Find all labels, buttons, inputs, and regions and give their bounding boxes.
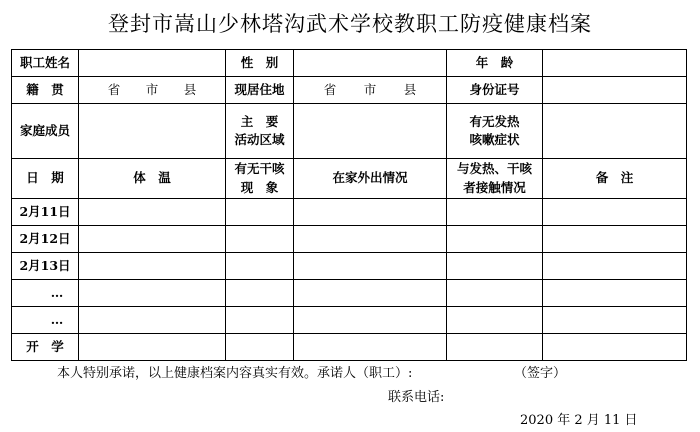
residence-label: 现居住地 <box>226 77 294 104</box>
province-text: 省 <box>107 81 121 97</box>
activity-area-label: 主 要 活动区域 <box>226 104 294 159</box>
remarks-cell[interactable] <box>543 253 687 280</box>
residence-county-text: 县 <box>403 81 417 97</box>
table-row <box>12 280 687 307</box>
temperature-cell[interactable] <box>79 307 226 334</box>
staff-name-field[interactable] <box>79 50 226 77</box>
staff-name-label: 职工姓名 <box>12 50 79 77</box>
native-place-label: 籍 贯 <box>12 77 79 104</box>
table-row <box>12 307 687 334</box>
outings-cell[interactable] <box>294 253 447 280</box>
temperature-cell[interactable] <box>79 334 226 361</box>
city-text: 市 <box>145 81 159 97</box>
col-date-header: 日 期 <box>12 159 79 199</box>
dry-cough-cell[interactable] <box>226 334 294 361</box>
col-outings-header: 在家外出情况 <box>294 159 447 199</box>
pledge-text: 本人特别承诺，以上健康档案内容真实有效。承诺人（职工）: <box>57 366 413 381</box>
residence-field[interactable] <box>294 77 447 104</box>
outings-cell[interactable] <box>294 280 447 307</box>
gender-label: 性 别 <box>226 50 294 77</box>
temperature-cell[interactable] <box>79 253 226 280</box>
fever-cough-field[interactable] <box>543 104 687 159</box>
temperature-cell[interactable] <box>79 280 226 307</box>
native-place-field[interactable] <box>79 77 226 104</box>
county-text: 县 <box>183 81 197 97</box>
outings-cell[interactable] <box>294 307 447 334</box>
fever-cough-label: 有无发热 咳嗽症状 <box>447 104 543 159</box>
page-title: 登封市嵩山少林塔沟武术学校教职工防疫健康档案 <box>108 12 592 36</box>
temperature-cell[interactable] <box>79 199 226 226</box>
row-date: 2月11日 <box>12 199 79 226</box>
dry-cough-cell[interactable] <box>226 199 294 226</box>
remarks-cell[interactable] <box>543 334 687 361</box>
col-remarks-header: 备 注 <box>543 159 687 199</box>
outings-cell[interactable] <box>294 226 447 253</box>
outings-cell[interactable] <box>294 199 447 226</box>
id-number-field[interactable] <box>543 77 687 104</box>
dry-cough-cell[interactable] <box>226 280 294 307</box>
row-date: 2月12日 <box>12 226 79 253</box>
contact-cell[interactable] <box>447 253 543 280</box>
contact-cell[interactable] <box>447 280 543 307</box>
residence-city-text: 市 <box>363 81 377 97</box>
family-members-field[interactable] <box>79 104 226 159</box>
age-field[interactable] <box>543 50 687 77</box>
row-date: … <box>12 280 79 307</box>
remarks-cell[interactable] <box>543 280 687 307</box>
dry-cough-cell[interactable] <box>226 307 294 334</box>
residence-province-text: 省 <box>323 81 337 97</box>
dry-cough-cell[interactable] <box>226 253 294 280</box>
remarks-cell[interactable] <box>543 226 687 253</box>
col-dry-cough-header: 有无干咳 现 象 <box>226 159 294 199</box>
table-row <box>12 334 687 361</box>
phone-label: 联系电话: <box>388 390 445 405</box>
age-label: 年 龄 <box>447 50 543 77</box>
health-record-table <box>11 49 687 361</box>
contact-cell[interactable] <box>447 334 543 361</box>
outings-cell[interactable] <box>294 334 447 361</box>
table-row <box>12 226 687 253</box>
col-contact-header: 与发热、干咳 者接触情况 <box>447 159 543 199</box>
remarks-cell[interactable] <box>543 307 687 334</box>
contact-cell[interactable] <box>447 226 543 253</box>
table-row <box>12 199 687 226</box>
contact-cell[interactable] <box>447 199 543 226</box>
row-date: 开 学 <box>12 334 79 361</box>
signature-label: （签字） <box>514 366 567 381</box>
id-number-label: 身份证号 <box>447 77 543 104</box>
gender-field[interactable] <box>294 50 447 77</box>
dry-cough-cell[interactable] <box>226 226 294 253</box>
record-date: 2020 年 2 月 11 日 <box>520 413 638 428</box>
remarks-cell[interactable] <box>543 199 687 226</box>
row-date: … <box>12 307 79 334</box>
col-temperature-header: 体 温 <box>79 159 226 199</box>
contact-cell[interactable] <box>447 307 543 334</box>
family-members-label: 家庭成员 <box>12 104 79 159</box>
activity-area-field[interactable] <box>294 104 447 159</box>
row-date: 2月13日 <box>12 253 79 280</box>
temperature-cell[interactable] <box>79 226 226 253</box>
table-row <box>12 253 687 280</box>
